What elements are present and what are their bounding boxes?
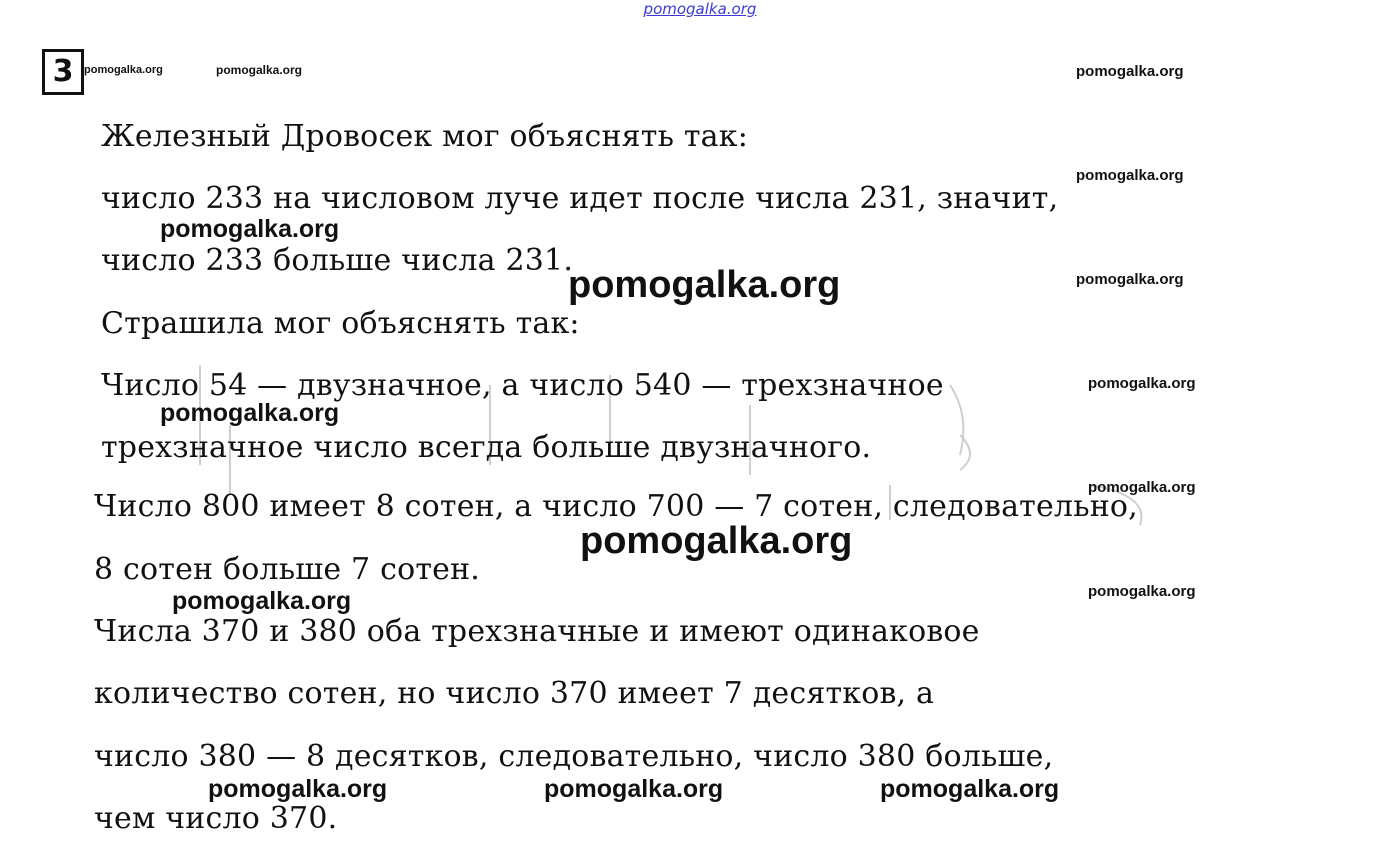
watermark: pomogalka.org — [160, 399, 340, 427]
text-line: чем число 370. — [94, 801, 338, 836]
text-line: трехзначное число всегда больше двузначного. — [101, 430, 872, 465]
watermark: pomogalka.org — [1088, 375, 1196, 392]
text-line: Страшила мог объяснять так: — [101, 306, 580, 341]
watermark: pomogalka.org — [880, 775, 1060, 803]
watermark: pomogalka.org — [216, 63, 303, 77]
text-line: Железный Дровосек мог объяснять так: — [101, 119, 748, 154]
text-line: Число 800 имеет 8 сотен, а число 700 — 7 сотен, следовательно, — [94, 489, 1138, 524]
watermark: pomogalka.org — [172, 587, 352, 615]
watermark: pomogalka.org — [160, 215, 340, 243]
text-line: число 233 на числовом луче идет после числа 231, значит, — [101, 181, 1059, 216]
task-number: 3 — [52, 54, 74, 89]
watermark: pomogalka.org — [1076, 167, 1184, 184]
watermark: pomogalka.org — [84, 64, 163, 76]
site-link[interactable]: pomogalka.org — [643, 0, 757, 18]
watermark: pomogalka.org — [1076, 271, 1184, 288]
watermark: pomogalka.org — [580, 520, 853, 562]
task-number-box — [42, 49, 84, 95]
watermark: pomogalka.org — [568, 264, 841, 306]
watermark: pomogalka.org — [208, 775, 388, 803]
text-line: число 233 больше числа 231. — [101, 243, 574, 278]
watermark: pomogalka.org — [1088, 583, 1196, 600]
text-line: Число 54 — двузначное, а число 540 — трехзначное — [101, 368, 944, 403]
watermark: pomogalka.org — [1088, 479, 1196, 496]
watermark: pomogalka.org — [1076, 63, 1184, 80]
text-line: число 380 — 8 десятков, следовательно, число 380 больше, — [94, 739, 1054, 774]
text-line: количество сотен, но число 370 имеет 7 десятков, а — [94, 676, 935, 711]
text-line: 8 сотен больше 7 сотен. — [94, 552, 481, 587]
watermark: pomogalka.org — [544, 775, 724, 803]
text-line: Числа 370 и 380 оба трехзначные и имеют одинаковое — [94, 614, 980, 649]
